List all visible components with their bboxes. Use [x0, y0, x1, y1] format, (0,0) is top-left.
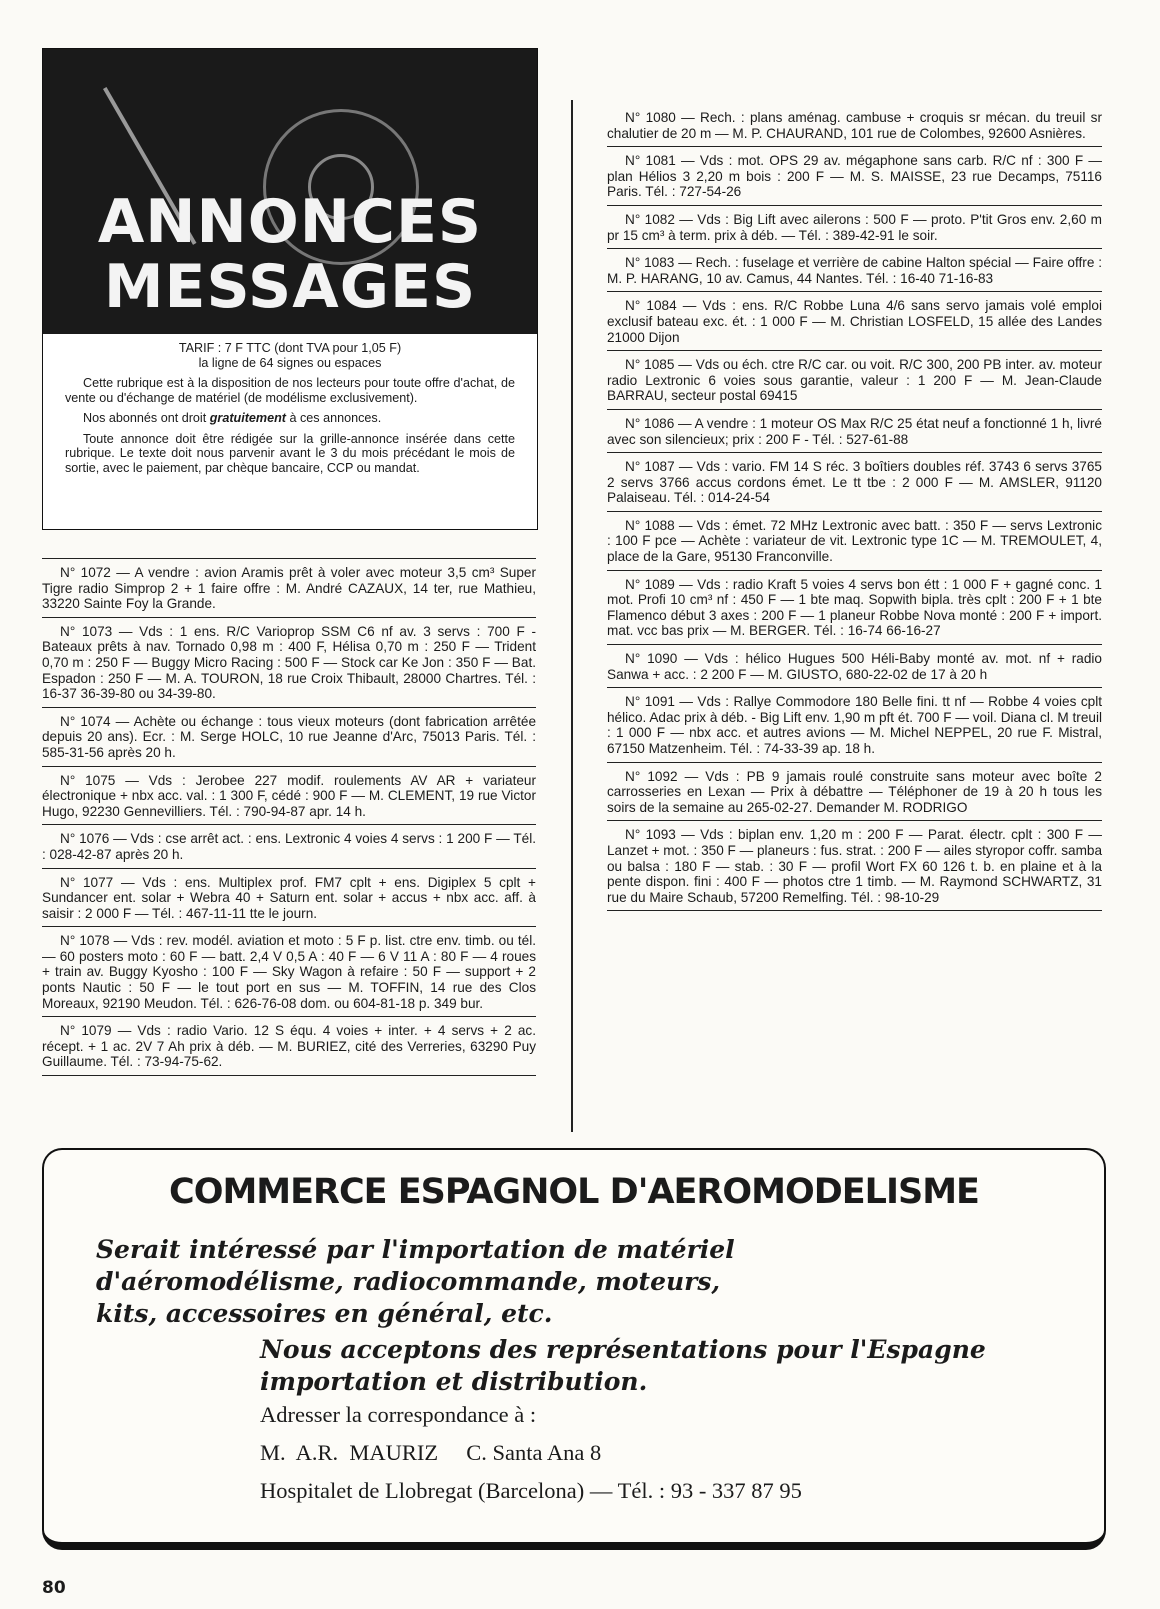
ad-1082: N° 1082 — Vds : Big Lift avec ailerons : 500 F — proto. P'tit Gros env. 2,60 m pr 15 cm³ à term. prix à déb. — Tél. : 389-42-91 le soir.	[607, 206, 1102, 249]
commerce-offer-line2: importation et distribution.	[260, 1367, 648, 1396]
commerce-title: COMMERCE ESPAGNOL D'AEROMODELISME	[169, 1172, 979, 1212]
header-para2	[65, 411, 515, 426]
ad-1085: N° 1085 — Vds ou éch. ctre R/C car. ou voit. R/C 300, 200 PB inter. av. moteur radio Lextronic 6 voies sous garantie, valeur : 1 200 F — M. Jean-Claude BARRAU, secteur postal 69415	[607, 351, 1102, 410]
tarif-line1: TARIF : 7 F TTC (dont TVA pour 1,05 F)	[178, 341, 402, 355]
commerce-intro-line1: Serait intéressé par l'importation de matériel	[96, 1235, 735, 1264]
header-text	[43, 341, 537, 481]
ad-1081: N° 1081 — Vds : mot. OPS 29 av. mégaphone sans carb. R/C nf : 300 F — plan Hélios 3 2,20 m bois : 200 F — M. S. MAISSE, 23 rue Decamps, 75116 Paris. Tél. : 727-54-26	[607, 147, 1102, 206]
ad-1073: N° 1073 — Vds : 1 ens. R/C Varioprop SSM C6 nf av. 3 servs : 700 F - Bateaux prêts à nav. Tornado 0,98 m : 400 F, Hélisa 0,70 m : 250 F — Trident 0,70 m : 250 F — Buggy Micro Racing : 500 F — Stock car Ke Jon : 350 F — Bat. Espadon : 250 F — M. A. TOURON, 18 rue Croix Thibault, 28000 Chartres. Tél. : 16-37 36-39-80 ou 34-39-80.	[42, 618, 536, 708]
ad-1076: N° 1076 — Vds : cse arrêt act. : ens. Lextronic 4 voies 4 servs : 1 200 F — Tél. : 028-42-87 après 20 h.	[42, 825, 536, 868]
ad-1090: N° 1090 — Vds : hélico Hugues 500 Héli-Baby monté av. mot. nf + radio Sanwa + acc. : 2 200 F — M. GIUSTO, 680-22-02 de 17 à 20 h	[607, 645, 1102, 688]
ad-1093: N° 1093 — Vds : biplan env. 1,20 m : 200 F — Parat. électr. cplt : 300 F — Lanzet + mot. : 350 F — planeurs : fus. strat. : 200 F — ailes styropor coffr. samba ou balsa : 180 F — stab. : 30 F — profil Wort FX 60 126 t. b. en plaine et à la pente dispon. fini : 400 F — photos ctre 1 timb. — M. Raymond SCHWARTZ, 31 rue du Maire Schaub, 57200 Remelfing. Tél. : 98-10-29	[607, 821, 1102, 911]
ad-1086: N° 1086 — A vendre : 1 moteur OS Max R/C 25 état neuf a fonctionné 1 h, livré avec son silencieux; prix : 200 F - Tél. : 527-61-88	[607, 410, 1102, 453]
tarif-line2: la ligne de 64 signes ou espaces	[198, 355, 382, 370]
ad-1083: N° 1083 — Rech. : fuselage et verrière de cabine Halton spécial — Faire offre : M. P. HARANG, 10 av. Camus, 44 Nantes. Tél. : 16-40 71-16-83	[607, 249, 1102, 292]
left-ads-column	[42, 558, 536, 1076]
para2-post: à ces annonces.	[286, 411, 382, 425]
header-para3: Toute annonce doit être rédigée sur la grille-annonce insérée dans cette rubrique. Le texte doit nous parvenir avant le 3 du mois précédant le mois de sortie, avec le paiement, par chèque bancaire, CCP ou mandat.	[65, 431, 515, 475]
ad-1080: N° 1080 — Rech. : plans aménag. cambuse + croquis sr mécan. du treuil sr chalutier de 20 m — M. P. CHAURAND, 101 rue de Colombes, 92600 Asnières.	[607, 104, 1102, 147]
para2-bold: gratuitement	[209, 411, 286, 425]
header-banner	[43, 49, 537, 334]
ad-1072: N° 1072 — A vendre : avion Aramis prêt à voler avec moteur 3,5 cm³ Super Tigre radio Simprop 2 + 1 faire offre : M. André CAZAUX, 14 ter, rue Mathieu, 33220 Sainte Foy la Grande.	[42, 558, 536, 618]
ad-1074: N° 1074 — Achète ou échange : tous vieux moteurs (dont fabrication arrêtée depuis 20 ans). Ecr. : M. Serge HOLC, 10 rue Jeanne d'Arc, 75013 Paris. Tél. : 585-31-56 après 20 h.	[42, 708, 536, 767]
para2-pre: Nos abonnés ont droit	[83, 411, 210, 425]
ad-1087: N° 1087 — Vds : vario. FM 14 S réc. 3 boîtiers doubles réf. 3743 6 servs 3765 2 servs 3766 accus cordons émet. Le tt tbe : 2 000 F — M. AMSLER, 91120 Palaiseau. Tél. : 014-24-54	[607, 453, 1102, 512]
commerce-intro-line3: kits, accessoires en général, etc.	[96, 1299, 553, 1328]
commerce-offer-line1: Nous acceptons des représentations pour l'Espagne	[260, 1335, 986, 1364]
ad-1091: N° 1091 — Vds : Rallye Commodore 180 Belle fini. tt nf — Robbe 4 voies cplt hélico. Adac prix à déb. - Big Lift env. 1,90 m pft ét. 700 F — voil. Diana cl. M treuil : 1 000 F — nbx acc. et autres avions — M. Michel NEPPEL, 20 rue F. Mistral, 67150 Matzenheim. Tél. : 74-33-39 ap. 18 h.	[607, 688, 1102, 762]
commerce-offer	[260, 1334, 1080, 1398]
ad-1075: N° 1075 — Vds : Jerobee 227 modif. roulements AV AR + variateur électronique + nbx acc. val. : 1 300 F, cédé : 900 F — M. CLEMENT, 19 rue Victor Hugo, 92230 Gennevilliers. Tél. : 790-94-87 apr. 14 h.	[42, 767, 536, 826]
annonces-header-box	[42, 48, 538, 530]
header-title-line2: MESSAGES	[103, 252, 477, 322]
commerce-intro	[96, 1234, 856, 1330]
ad-1092: N° 1092 — Vds : PB 9 jamais roulé construite sans moteur avec boîte 2 carrosseries en Lexan — Prix à débattre — Téléphoner de 19 à 20 h tous les soirs de la semaine au 265-02-27. Demander M. RODRIGO	[607, 763, 1102, 822]
tarif	[65, 341, 515, 370]
page-number: 80	[42, 1578, 66, 1598]
commerce-advert-box	[42, 1148, 1106, 1550]
commerce-contact-phone: Hospitalet de Llobregat (Barcelona) — Tél. : 93 - 337 87 95	[260, 1478, 802, 1503]
ad-1084: N° 1084 — Vds : ens. R/C Robbe Luna 4/6 sans servo jamais volé emploi exclusif bateau exc. ét. : 1 000 F — M. Christian LOSFELD, 15 allée des Landes 21000 Dijon	[607, 292, 1102, 351]
header-title-line1: ANNONCES	[97, 187, 483, 257]
ad-1077: N° 1077 — Vds : ens. Multiplex prof. FM7 cplt + ens. Digiplex 5 cplt + Sundancer ent. solar + Webra 40 + Saturn ent. solar + accus + nbx acc. aff. à saisir : 2 000 F — Tél. : 467-11-11 tte le journ.	[42, 869, 536, 928]
ad-1089: N° 1089 — Vds : radio Kraft 5 voies 4 servs bon étt : 1 000 F + gagné conc. 1 mot. Profi 10 cm³ nf : 450 F — 1 bte maq. Sopwith bipla. très cplt : 200 F + 1 bte Flamenco début 3 axes : 200 F — 1 planeur Robbe Nova monté : 200 F + import. mat. vcc bas prix — M. BERGER. Tél. : 16-74 66-16-27	[607, 571, 1102, 645]
commerce-contact-name: M. A.R. MAURIZ C. Santa Ana 8	[260, 1440, 602, 1465]
ad-1078: N° 1078 — Vds : rev. modél. aviation et moto : 5 F p. list. ctre env. timb. ou tél. — 60 posters moto : 60 F — batt. 2,4 V 0,5 A : 40 F — 6 V 11 A : 80 F — 4 roues + train av. Buggy Kyosho : 100 F — Sky Wagon à refaire : 50 F — support + 2 ponts Nautic : 50 F — le tout port en sus — M. TOFFIN, 14 rue des Clos Moreaux, 92190 Meudon. Tél. : 626-76-08 dom. ou 604-81-18 p. 349 bur.	[42, 927, 536, 1017]
ad-1088: N° 1088 — Vds : émet. 72 MHz Lextronic avec batt. : 350 F — servs Lextronic : 100 F pce — Achète : variateur de vit. Lextronic type 1C — M. TREMOULET, 4, place de la Gare, 95130 Franconville.	[607, 512, 1102, 571]
column-divider	[571, 100, 573, 1132]
commerce-address-label: Adresser la correspondance à :	[260, 1402, 537, 1427]
right-ads-column	[607, 104, 1102, 911]
commerce-intro-line2: d'aéromodélisme, radiocommande, moteurs,	[96, 1267, 721, 1296]
ad-1079: N° 1079 — Vds : radio Vario. 12 S équ. 4 voies + inter. + 4 servs + 2 ac. récept. + 1 ac. 2V 7 Ah prix à déb. — M. BURIEZ, cité des Verreries, 63290 Puy Guillaume. Tél. : 73-94-75-62.	[42, 1017, 536, 1076]
header-para1: Cette rubrique est à la disposition de nos lecteurs pour toute offre d'achat, de vente ou d'échange de matériel (de modélisme exclusivement).	[65, 376, 515, 405]
